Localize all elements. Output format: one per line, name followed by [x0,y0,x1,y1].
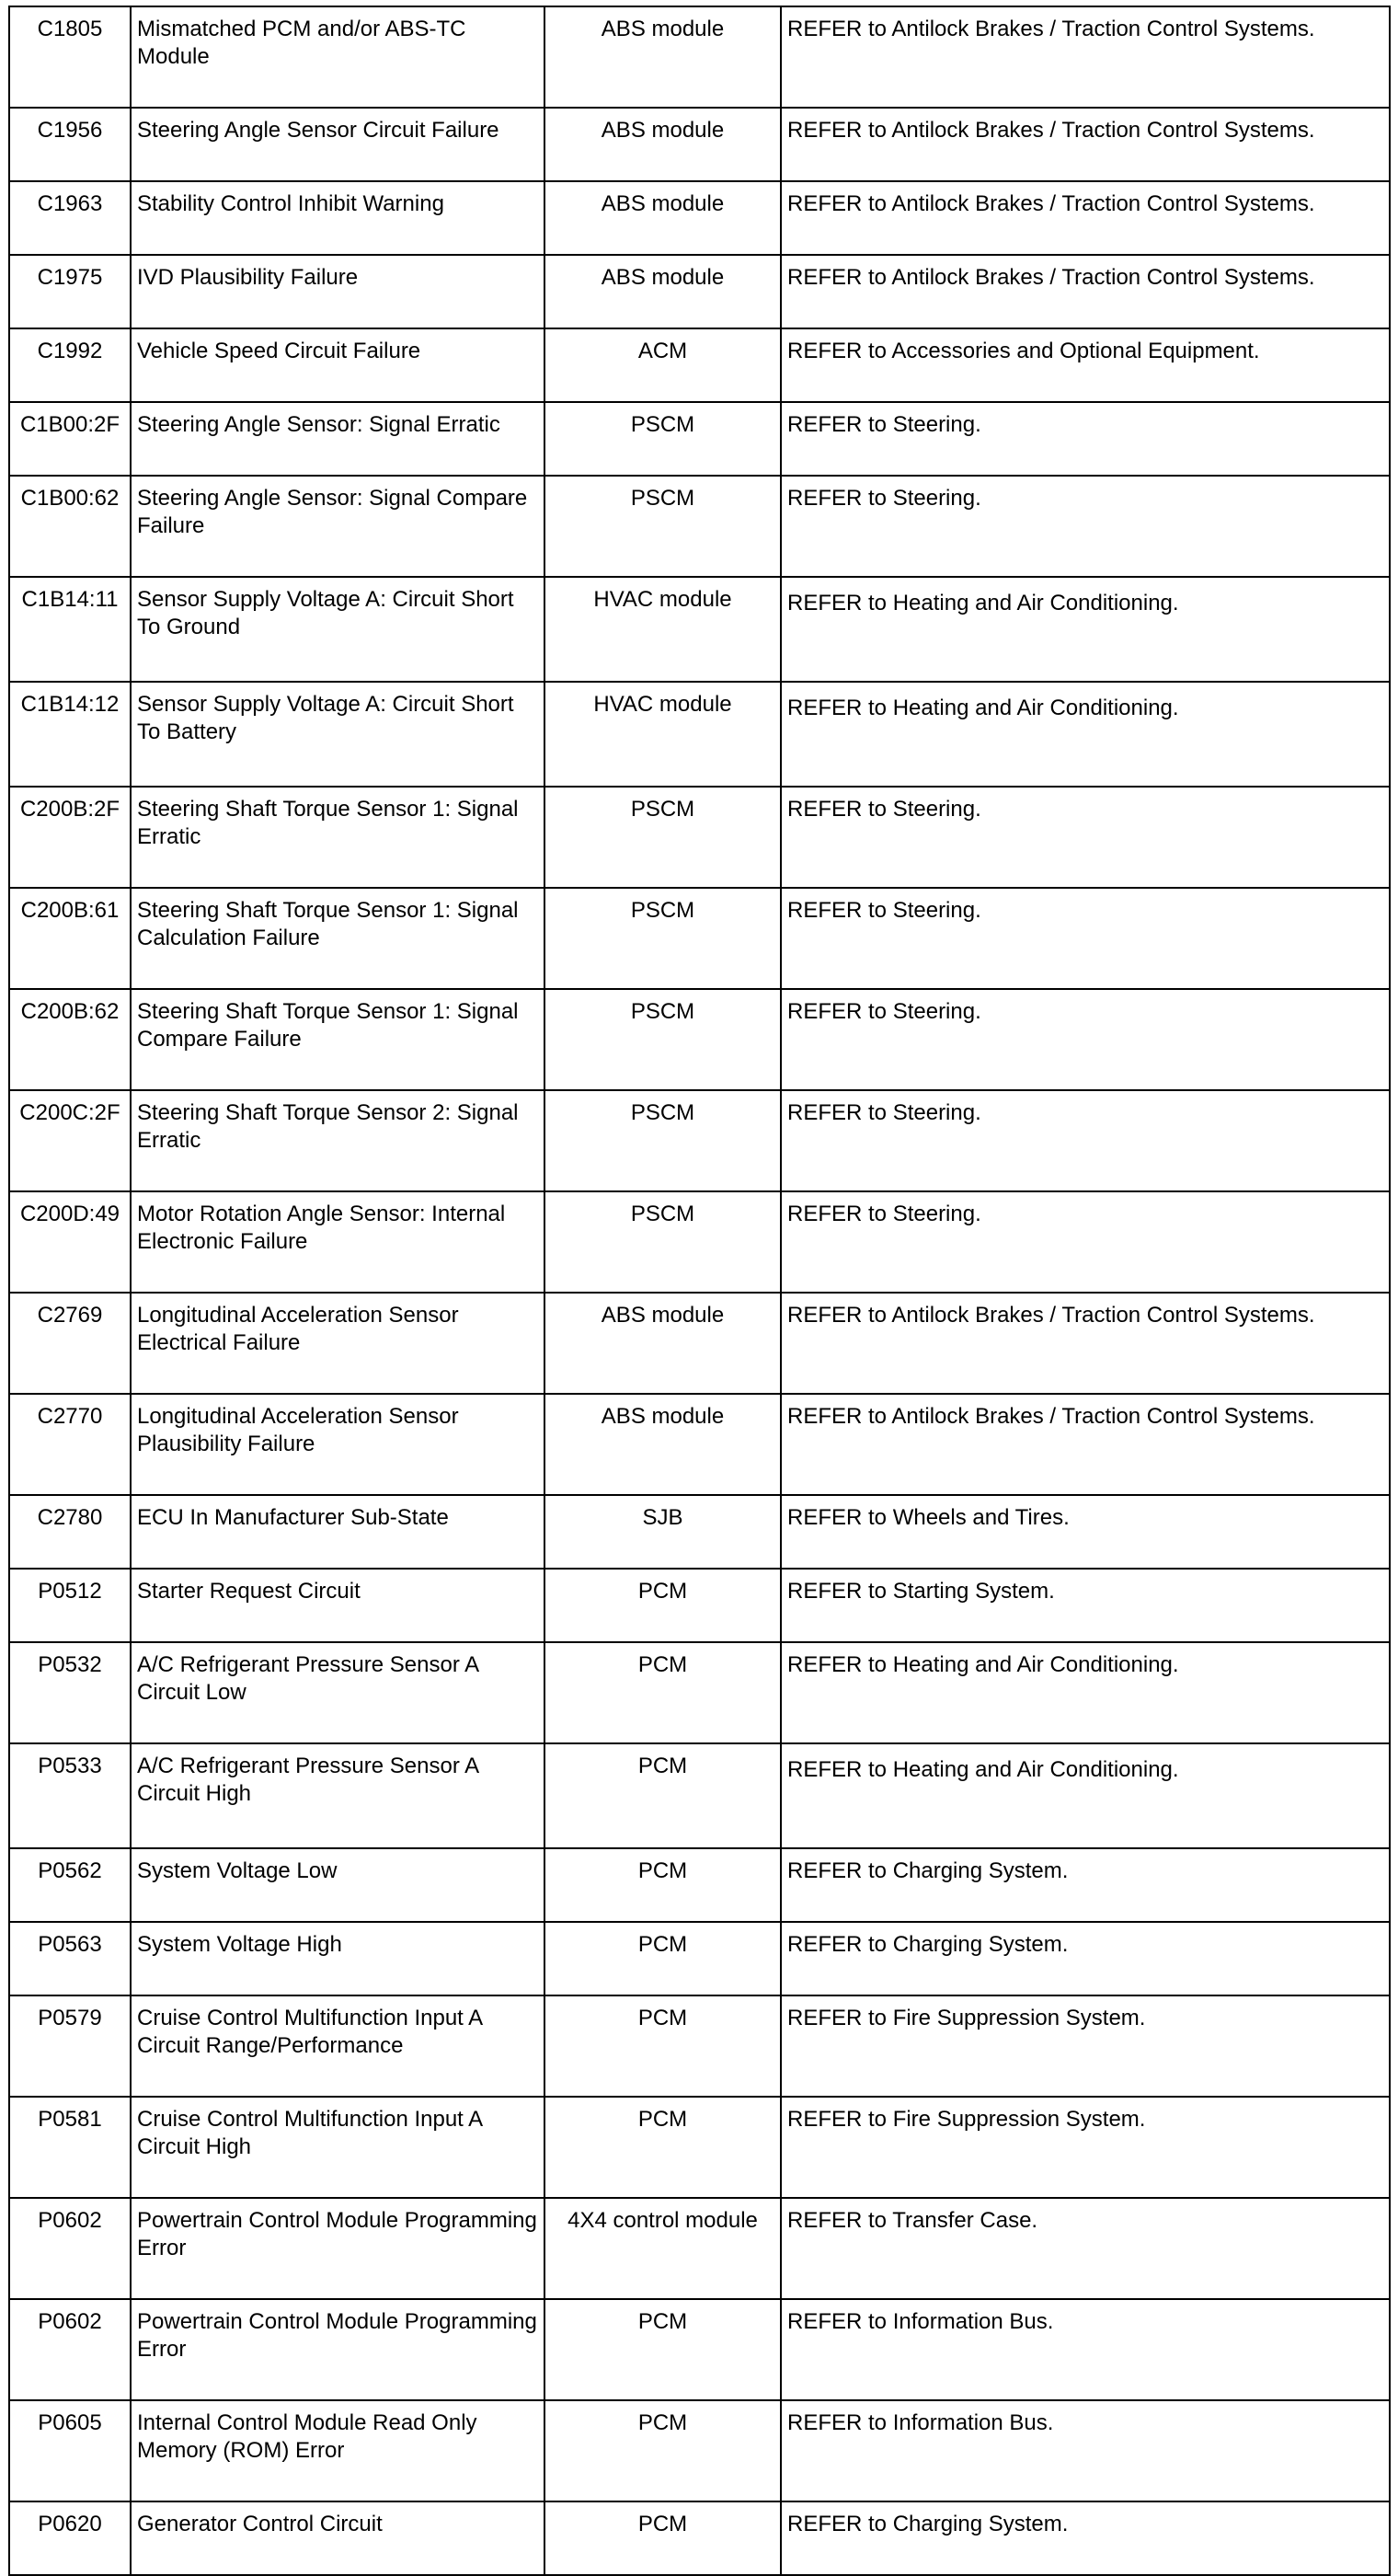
dtc-description: A/C Refrigerant Pressure Sensor A Circuit High [131,1743,544,1848]
dtc-code: P0579 [9,1995,131,2097]
dtc-code: C200D:49 [9,1191,131,1293]
dtc-description: Generator Control Circuit [131,2501,544,2575]
dtc-code: P0581 [9,2097,131,2198]
dtc-description: Steering Shaft Torque Sensor 1: Signal Compare Failure [131,989,544,1090]
table-row [9,1293,1390,1394]
table-row [9,1569,1390,1642]
dtc-action: REFER to Charging System. [781,1922,1390,1995]
dtc-description: A/C Refrigerant Pressure Sensor A Circuit Low [131,1642,544,1743]
dtc-module: PSCM [544,787,781,888]
dtc-description: Powertrain Control Module Programming Error [131,2198,544,2299]
dtc-module: SJB [544,1495,781,1569]
table-row [9,1642,1390,1743]
dtc-action: REFER to Steering. [781,989,1390,1090]
table-row [9,682,1390,787]
dtc-description: ECU In Manufacturer Sub-State [131,1495,544,1569]
dtc-action: REFER to Accessories and Optional Equipment. [781,328,1390,402]
dtc-code: C1B14:12 [9,682,131,787]
table-row [9,1743,1390,1848]
table-row [9,989,1390,1090]
dtc-module: 4X4 control module [544,2198,781,2299]
dtc-code: C2780 [9,1495,131,1569]
dtc-module: PCM [544,1743,781,1848]
dtc-description: IVD Plausibility Failure [131,255,544,328]
dtc-code: C1805 [9,6,131,108]
dtc-code: C200B:62 [9,989,131,1090]
dtc-module: ABS module [544,181,781,255]
table-row [9,1495,1390,1569]
dtc-code: P0602 [9,2198,131,2299]
dtc-code: C200C:2F [9,1090,131,1191]
table-row [9,181,1390,255]
dtc-description: Longitudinal Acceleration Sensor Electrical Failure [131,1293,544,1394]
table-row [9,1191,1390,1293]
dtc-module: ABS module [544,1394,781,1495]
table-row [9,6,1390,108]
dtc-action: REFER to Steering. [781,787,1390,888]
dtc-description: Steering Angle Sensor Circuit Failure [131,108,544,181]
table-row [9,2400,1390,2501]
dtc-description: Cruise Control Multifunction Input A Circuit Range/Performance [131,1995,544,2097]
table-row [9,402,1390,476]
dtc-description: Starter Request Circuit [131,1569,544,1642]
dtc-description: Sensor Supply Voltage A: Circuit Short To Battery [131,682,544,787]
dtc-code: P0562 [9,1848,131,1922]
dtc-description: Mismatched PCM and/or ABS-TC Module [131,6,544,108]
dtc-module: HVAC module [544,577,781,682]
dtc-action: REFER to Fire Suppression System. [781,2097,1390,2198]
dtc-description: Steering Shaft Torque Sensor 2: Signal Erratic [131,1090,544,1191]
dtc-code: P0532 [9,1642,131,1743]
dtc-action: REFER to Heating and Air Conditioning. [781,682,1390,787]
dtc-action: REFER to Charging System. [781,2501,1390,2575]
dtc-action: REFER to Antilock Brakes / Traction Control Systems. [781,1394,1390,1495]
dtc-code: C1975 [9,255,131,328]
dtc-code: P0512 [9,1569,131,1642]
dtc-description: Steering Shaft Torque Sensor 1: Signal Calculation Failure [131,888,544,989]
dtc-code: P0533 [9,1743,131,1848]
table-row [9,108,1390,181]
table-row [9,1995,1390,2097]
dtc-action: REFER to Antilock Brakes / Traction Control Systems. [781,6,1390,108]
dtc-description: Steering Angle Sensor: Signal Erratic [131,402,544,476]
dtc-module: PSCM [544,888,781,989]
dtc-action: REFER to Heating and Air Conditioning. [781,1743,1390,1848]
dtc-description: System Voltage High [131,1922,544,1995]
dtc-module: ABS module [544,1293,781,1394]
dtc-action: REFER to Starting System. [781,1569,1390,1642]
table-row [9,888,1390,989]
table-row [9,2501,1390,2575]
dtc-code: P0563 [9,1922,131,1995]
dtc-module: PCM [544,1642,781,1743]
dtc-module: PSCM [544,989,781,1090]
dtc-module: PCM [544,2097,781,2198]
table-row [9,476,1390,577]
dtc-module: PCM [544,1848,781,1922]
dtc-description: Steering Angle Sensor: Signal Compare Failure [131,476,544,577]
table-row [9,1090,1390,1191]
dtc-description: Longitudinal Acceleration Sensor Plausibility Failure [131,1394,544,1495]
dtc-code: C1B00:62 [9,476,131,577]
dtc-action: REFER to Antilock Brakes / Traction Control Systems. [781,108,1390,181]
dtc-module: PSCM [544,402,781,476]
dtc-code: C200B:2F [9,787,131,888]
dtc-action: REFER to Steering. [781,476,1390,577]
dtc-module: HVAC module [544,682,781,787]
dtc-action: REFER to Heating and Air Conditioning. [781,1642,1390,1743]
table-row [9,2299,1390,2400]
dtc-module: ABS module [544,255,781,328]
dtc-module: PCM [544,2501,781,2575]
dtc-action: REFER to Steering. [781,1191,1390,1293]
dtc-module: PCM [544,1569,781,1642]
dtc-module: PCM [544,2400,781,2501]
table-row [9,2198,1390,2299]
dtc-action: REFER to Information Bus. [781,2400,1390,2501]
dtc-code: C1992 [9,328,131,402]
dtc-code: C1963 [9,181,131,255]
dtc-module: ACM [544,328,781,402]
dtc-action: REFER to Antilock Brakes / Traction Control Systems. [781,255,1390,328]
dtc-code: C1B14:11 [9,577,131,682]
dtc-action: REFER to Information Bus. [781,2299,1390,2400]
table-row [9,577,1390,682]
dtc-description: System Voltage Low [131,1848,544,1922]
dtc-action: REFER to Steering. [781,888,1390,989]
dtc-code: C1956 [9,108,131,181]
dtc-description: Motor Rotation Angle Sensor: Internal Electronic Failure [131,1191,544,1293]
dtc-module: PCM [544,2299,781,2400]
dtc-module: PCM [544,1922,781,1995]
dtc-code: C2769 [9,1293,131,1394]
dtc-code: C200B:61 [9,888,131,989]
dtc-module: PSCM [544,1090,781,1191]
dtc-action: REFER to Transfer Case. [781,2198,1390,2299]
dtc-action: REFER to Steering. [781,402,1390,476]
table-row [9,255,1390,328]
dtc-code: P0620 [9,2501,131,2575]
table-row [9,2097,1390,2198]
dtc-module: PCM [544,1995,781,2097]
dtc-description: Sensor Supply Voltage A: Circuit Short To Ground [131,577,544,682]
dtc-code: C2770 [9,1394,131,1495]
table-row [9,1922,1390,1995]
dtc-action: REFER to Wheels and Tires. [781,1495,1390,1569]
table-row [9,1848,1390,1922]
dtc-action: REFER to Heating and Air Conditioning. [781,577,1390,682]
dtc-description: Cruise Control Multifunction Input A Circuit High [131,2097,544,2198]
dtc-table-body [9,6,1390,2575]
dtc-code: C1B00:2F [9,402,131,476]
dtc-table [8,6,1391,2576]
dtc-action: REFER to Fire Suppression System. [781,1995,1390,2097]
dtc-description: Powertrain Control Module Programming Error [131,2299,544,2400]
table-row [9,328,1390,402]
dtc-module: PSCM [544,1191,781,1293]
dtc-action: REFER to Antilock Brakes / Traction Control Systems. [781,181,1390,255]
dtc-action: REFER to Antilock Brakes / Traction Control Systems. [781,1293,1390,1394]
dtc-code: P0602 [9,2299,131,2400]
dtc-module: ABS module [544,6,781,108]
table-row [9,787,1390,888]
dtc-description: Vehicle Speed Circuit Failure [131,328,544,402]
dtc-description: Stability Control Inhibit Warning [131,181,544,255]
dtc-module: ABS module [544,108,781,181]
dtc-action: REFER to Charging System. [781,1848,1390,1922]
dtc-code: P0605 [9,2400,131,2501]
dtc-description: Internal Control Module Read Only Memory (ROM) Error [131,2400,544,2501]
table-row [9,1394,1390,1495]
dtc-action: REFER to Steering. [781,1090,1390,1191]
dtc-description: Steering Shaft Torque Sensor 1: Signal Erratic [131,787,544,888]
dtc-module: PSCM [544,476,781,577]
